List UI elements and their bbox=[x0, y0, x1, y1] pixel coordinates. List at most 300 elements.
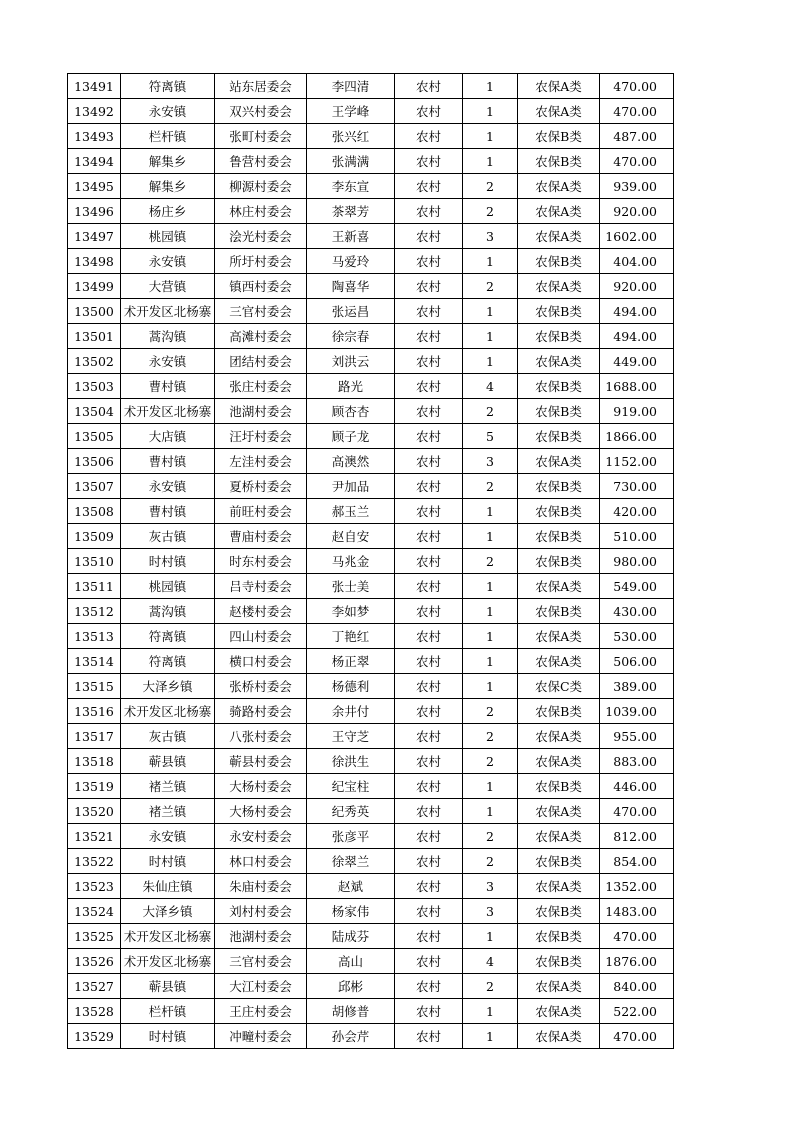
area-type-cell: 农村 bbox=[395, 1024, 463, 1049]
amount-cell: 530.00 bbox=[600, 624, 674, 649]
area-type-cell: 农村 bbox=[395, 674, 463, 699]
household-count-cell: 2 bbox=[463, 274, 518, 299]
amount-cell: 1876.00 bbox=[600, 949, 674, 974]
town-cell: 永安镇 bbox=[121, 99, 215, 124]
table-row bbox=[68, 999, 674, 1024]
name-cell: 李如梦 bbox=[307, 599, 395, 624]
category-cell: 农保B类 bbox=[518, 949, 600, 974]
record-id-cell: 13493 bbox=[68, 124, 121, 149]
village-committee-cell: 镇西村委会 bbox=[215, 274, 307, 299]
area-type-cell: 农村 bbox=[395, 274, 463, 299]
name-cell: 纪宝柱 bbox=[307, 774, 395, 799]
category-cell: 农保A类 bbox=[518, 274, 600, 299]
amount-cell: 1602.00 bbox=[600, 224, 674, 249]
household-count-cell: 3 bbox=[463, 874, 518, 899]
amount-cell: 1483.00 bbox=[600, 899, 674, 924]
area-type-cell: 农村 bbox=[395, 924, 463, 949]
category-cell: 农保B类 bbox=[518, 774, 600, 799]
amount-cell: 920.00 bbox=[600, 199, 674, 224]
area-type-cell: 农村 bbox=[395, 149, 463, 174]
table-row bbox=[68, 449, 674, 474]
village-committee-cell: 四山村委会 bbox=[215, 624, 307, 649]
town-cell: 术开发区北杨寨 bbox=[121, 924, 215, 949]
village-committee-cell: 八张村委会 bbox=[215, 724, 307, 749]
household-count-cell: 1 bbox=[463, 674, 518, 699]
town-cell: 朱仙庄镇 bbox=[121, 874, 215, 899]
name-cell: 徐宗春 bbox=[307, 324, 395, 349]
table-row bbox=[68, 674, 674, 699]
name-cell: 刘洪云 bbox=[307, 349, 395, 374]
record-id-cell: 13516 bbox=[68, 699, 121, 724]
area-type-cell: 农村 bbox=[395, 524, 463, 549]
name-cell: 高澳然 bbox=[307, 449, 395, 474]
name-cell: 张兴红 bbox=[307, 124, 395, 149]
table-row bbox=[68, 549, 674, 574]
category-cell: 农保A类 bbox=[518, 99, 600, 124]
household-count-cell: 2 bbox=[463, 974, 518, 999]
category-cell: 农保B类 bbox=[518, 324, 600, 349]
amount-cell: 470.00 bbox=[600, 1024, 674, 1049]
area-type-cell: 农村 bbox=[395, 724, 463, 749]
category-cell: 农保B类 bbox=[518, 899, 600, 924]
name-cell: 尹加品 bbox=[307, 474, 395, 499]
town-cell: 永安镇 bbox=[121, 349, 215, 374]
town-cell: 永安镇 bbox=[121, 474, 215, 499]
amount-cell: 522.00 bbox=[600, 999, 674, 1024]
village-committee-cell: 朱庙村委会 bbox=[215, 874, 307, 899]
record-id-cell: 13522 bbox=[68, 849, 121, 874]
table-row bbox=[68, 249, 674, 274]
name-cell: 顾杏杏 bbox=[307, 399, 395, 424]
household-count-cell: 2 bbox=[463, 749, 518, 774]
record-id-cell: 13501 bbox=[68, 324, 121, 349]
amount-cell: 470.00 bbox=[600, 924, 674, 949]
amount-cell: 840.00 bbox=[600, 974, 674, 999]
village-committee-cell: 左洼村委会 bbox=[215, 449, 307, 474]
town-cell: 栏杆镇 bbox=[121, 124, 215, 149]
table-row bbox=[68, 149, 674, 174]
amount-cell: 420.00 bbox=[600, 499, 674, 524]
amount-cell: 883.00 bbox=[600, 749, 674, 774]
town-cell: 符离镇 bbox=[121, 649, 215, 674]
village-committee-cell: 冲疃村委会 bbox=[215, 1024, 307, 1049]
table-row bbox=[68, 599, 674, 624]
household-count-cell: 1 bbox=[463, 574, 518, 599]
household-count-cell: 1 bbox=[463, 799, 518, 824]
village-committee-cell: 双兴村委会 bbox=[215, 99, 307, 124]
record-id-cell: 13524 bbox=[68, 899, 121, 924]
category-cell: 农保A类 bbox=[518, 874, 600, 899]
category-cell: 农保B类 bbox=[518, 699, 600, 724]
town-cell: 桃园镇 bbox=[121, 574, 215, 599]
record-id-cell: 13503 bbox=[68, 374, 121, 399]
household-count-cell: 1 bbox=[463, 599, 518, 624]
area-type-cell: 农村 bbox=[395, 449, 463, 474]
village-committee-cell: 张庄村委会 bbox=[215, 374, 307, 399]
table-row bbox=[68, 749, 674, 774]
record-id-cell: 13525 bbox=[68, 924, 121, 949]
village-committee-cell: 鲁营村委会 bbox=[215, 149, 307, 174]
amount-cell: 470.00 bbox=[600, 799, 674, 824]
category-cell: 农保B类 bbox=[518, 499, 600, 524]
record-id-cell: 13519 bbox=[68, 774, 121, 799]
name-cell: 张彦平 bbox=[307, 824, 395, 849]
area-type-cell: 农村 bbox=[395, 874, 463, 899]
amount-cell: 446.00 bbox=[600, 774, 674, 799]
category-cell: 农保B类 bbox=[518, 849, 600, 874]
record-id-cell: 13505 bbox=[68, 424, 121, 449]
village-committee-cell: 刘村村委会 bbox=[215, 899, 307, 924]
category-cell: 农保A类 bbox=[518, 749, 600, 774]
area-type-cell: 农村 bbox=[395, 99, 463, 124]
household-count-cell: 1 bbox=[463, 999, 518, 1024]
household-count-cell: 1 bbox=[463, 124, 518, 149]
area-type-cell: 农村 bbox=[395, 349, 463, 374]
table-row bbox=[68, 424, 674, 449]
household-count-cell: 2 bbox=[463, 824, 518, 849]
village-committee-cell: 时东村委会 bbox=[215, 549, 307, 574]
village-committee-cell: 所圩村委会 bbox=[215, 249, 307, 274]
amount-cell: 510.00 bbox=[600, 524, 674, 549]
area-type-cell: 农村 bbox=[395, 999, 463, 1024]
town-cell: 灰古镇 bbox=[121, 724, 215, 749]
household-count-cell: 1 bbox=[463, 324, 518, 349]
area-type-cell: 农村 bbox=[395, 624, 463, 649]
amount-cell: 1352.00 bbox=[600, 874, 674, 899]
table-row bbox=[68, 324, 674, 349]
name-cell: 邱彬 bbox=[307, 974, 395, 999]
name-cell: 郝玉兰 bbox=[307, 499, 395, 524]
town-cell: 解集乡 bbox=[121, 174, 215, 199]
table-row bbox=[68, 274, 674, 299]
category-cell: 农保B类 bbox=[518, 924, 600, 949]
village-committee-cell: 团结村委会 bbox=[215, 349, 307, 374]
table-row bbox=[68, 724, 674, 749]
town-cell: 栏杆镇 bbox=[121, 999, 215, 1024]
name-cell: 马爱玲 bbox=[307, 249, 395, 274]
name-cell: 王守芝 bbox=[307, 724, 395, 749]
amount-cell: 449.00 bbox=[600, 349, 674, 374]
household-count-cell: 2 bbox=[463, 724, 518, 749]
record-id-cell: 13498 bbox=[68, 249, 121, 274]
table-row bbox=[68, 974, 674, 999]
area-type-cell: 农村 bbox=[395, 974, 463, 999]
record-id-cell: 13499 bbox=[68, 274, 121, 299]
household-count-cell: 1 bbox=[463, 74, 518, 99]
area-type-cell: 农村 bbox=[395, 424, 463, 449]
town-cell: 术开发区北杨寨 bbox=[121, 399, 215, 424]
town-cell: 桃园镇 bbox=[121, 224, 215, 249]
area-type-cell: 农村 bbox=[395, 224, 463, 249]
table-row bbox=[68, 299, 674, 324]
town-cell: 时村镇 bbox=[121, 549, 215, 574]
area-type-cell: 农村 bbox=[395, 574, 463, 599]
name-cell: 张士美 bbox=[307, 574, 395, 599]
table-row bbox=[68, 774, 674, 799]
table-row bbox=[68, 824, 674, 849]
name-cell: 路光 bbox=[307, 374, 395, 399]
town-cell: 时村镇 bbox=[121, 849, 215, 874]
area-type-cell: 农村 bbox=[395, 649, 463, 674]
amount-cell: 920.00 bbox=[600, 274, 674, 299]
village-committee-cell: 蕲县村委会 bbox=[215, 749, 307, 774]
name-cell: 杨家伟 bbox=[307, 899, 395, 924]
name-cell: 杨正翠 bbox=[307, 649, 395, 674]
area-type-cell: 农村 bbox=[395, 74, 463, 99]
area-type-cell: 农村 bbox=[395, 549, 463, 574]
household-count-cell: 1 bbox=[463, 349, 518, 374]
name-cell: 孙会芹 bbox=[307, 1024, 395, 1049]
table-row bbox=[68, 624, 674, 649]
village-committee-cell: 林庄村委会 bbox=[215, 199, 307, 224]
category-cell: 农保B类 bbox=[518, 374, 600, 399]
village-committee-cell: 池湖村委会 bbox=[215, 924, 307, 949]
record-id-cell: 13511 bbox=[68, 574, 121, 599]
record-id-cell: 13507 bbox=[68, 474, 121, 499]
village-committee-cell: 浍光村委会 bbox=[215, 224, 307, 249]
name-cell: 胡修普 bbox=[307, 999, 395, 1024]
category-cell: 农保B类 bbox=[518, 249, 600, 274]
record-id-cell: 13517 bbox=[68, 724, 121, 749]
area-type-cell: 农村 bbox=[395, 599, 463, 624]
name-cell: 杨德利 bbox=[307, 674, 395, 699]
table-body bbox=[68, 74, 674, 1049]
name-cell: 徐翠兰 bbox=[307, 849, 395, 874]
town-cell: 时村镇 bbox=[121, 1024, 215, 1049]
area-type-cell: 农村 bbox=[395, 249, 463, 274]
amount-cell: 730.00 bbox=[600, 474, 674, 499]
table-row bbox=[68, 174, 674, 199]
household-count-cell: 4 bbox=[463, 949, 518, 974]
household-count-cell: 1 bbox=[463, 499, 518, 524]
category-cell: 农保A类 bbox=[518, 224, 600, 249]
table-row bbox=[68, 399, 674, 424]
amount-cell: 470.00 bbox=[600, 74, 674, 99]
record-id-cell: 13502 bbox=[68, 349, 121, 374]
household-count-cell: 1 bbox=[463, 624, 518, 649]
amount-cell: 955.00 bbox=[600, 724, 674, 749]
household-count-cell: 2 bbox=[463, 549, 518, 574]
household-count-cell: 2 bbox=[463, 699, 518, 724]
town-cell: 解集乡 bbox=[121, 149, 215, 174]
name-cell: 陶喜华 bbox=[307, 274, 395, 299]
village-committee-cell: 池湖村委会 bbox=[215, 399, 307, 424]
village-committee-cell: 横口村委会 bbox=[215, 649, 307, 674]
area-type-cell: 农村 bbox=[395, 799, 463, 824]
record-id-cell: 13500 bbox=[68, 299, 121, 324]
record-id-cell: 13504 bbox=[68, 399, 121, 424]
category-cell: 农保B类 bbox=[518, 399, 600, 424]
table-row bbox=[68, 874, 674, 899]
area-type-cell: 农村 bbox=[395, 699, 463, 724]
name-cell: 王新喜 bbox=[307, 224, 395, 249]
name-cell: 张运昌 bbox=[307, 299, 395, 324]
amount-cell: 470.00 bbox=[600, 99, 674, 124]
record-id-cell: 13497 bbox=[68, 224, 121, 249]
category-cell: 农保A类 bbox=[518, 74, 600, 99]
town-cell: 褚兰镇 bbox=[121, 799, 215, 824]
table-row bbox=[68, 649, 674, 674]
name-cell: 李东宣 bbox=[307, 174, 395, 199]
record-id-cell: 13529 bbox=[68, 1024, 121, 1049]
records-table bbox=[67, 73, 674, 1049]
name-cell: 顾子龙 bbox=[307, 424, 395, 449]
record-id-cell: 13491 bbox=[68, 74, 121, 99]
name-cell: 赵自安 bbox=[307, 524, 395, 549]
table-row bbox=[68, 124, 674, 149]
category-cell: 农保A类 bbox=[518, 624, 600, 649]
table-row bbox=[68, 924, 674, 949]
record-id-cell: 13508 bbox=[68, 499, 121, 524]
name-cell: 陆成芬 bbox=[307, 924, 395, 949]
category-cell: 农保A类 bbox=[518, 724, 600, 749]
table-row bbox=[68, 799, 674, 824]
record-id-cell: 13528 bbox=[68, 999, 121, 1024]
category-cell: 农保A类 bbox=[518, 574, 600, 599]
name-cell: 李四清 bbox=[307, 74, 395, 99]
amount-cell: 1688.00 bbox=[600, 374, 674, 399]
record-id-cell: 13506 bbox=[68, 449, 121, 474]
village-committee-cell: 前旺村委会 bbox=[215, 499, 307, 524]
category-cell: 农保A类 bbox=[518, 449, 600, 474]
household-count-cell: 5 bbox=[463, 424, 518, 449]
area-type-cell: 农村 bbox=[395, 749, 463, 774]
household-count-cell: 4 bbox=[463, 374, 518, 399]
amount-cell: 470.00 bbox=[600, 149, 674, 174]
record-id-cell: 13526 bbox=[68, 949, 121, 974]
household-count-cell: 1 bbox=[463, 249, 518, 274]
area-type-cell: 农村 bbox=[395, 199, 463, 224]
amount-cell: 404.00 bbox=[600, 249, 674, 274]
village-committee-cell: 骑路村委会 bbox=[215, 699, 307, 724]
area-type-cell: 农村 bbox=[395, 324, 463, 349]
village-committee-cell: 三官村委会 bbox=[215, 299, 307, 324]
name-cell: 张满满 bbox=[307, 149, 395, 174]
record-id-cell: 13512 bbox=[68, 599, 121, 624]
name-cell: 赵斌 bbox=[307, 874, 395, 899]
table-row bbox=[68, 699, 674, 724]
village-committee-cell: 柳源村委会 bbox=[215, 174, 307, 199]
household-count-cell: 1 bbox=[463, 649, 518, 674]
amount-cell: 919.00 bbox=[600, 399, 674, 424]
amount-cell: 812.00 bbox=[600, 824, 674, 849]
town-cell: 蕲县镇 bbox=[121, 749, 215, 774]
amount-cell: 1039.00 bbox=[600, 699, 674, 724]
town-cell: 曹村镇 bbox=[121, 449, 215, 474]
name-cell: 徐洪生 bbox=[307, 749, 395, 774]
category-cell: 农保B类 bbox=[518, 424, 600, 449]
area-type-cell: 农村 bbox=[395, 124, 463, 149]
record-id-cell: 13513 bbox=[68, 624, 121, 649]
category-cell: 农保B类 bbox=[518, 474, 600, 499]
area-type-cell: 农村 bbox=[395, 499, 463, 524]
record-id-cell: 13514 bbox=[68, 649, 121, 674]
table-row bbox=[68, 474, 674, 499]
area-type-cell: 农村 bbox=[395, 399, 463, 424]
table-row bbox=[68, 99, 674, 124]
town-cell: 杨庄乡 bbox=[121, 199, 215, 224]
household-count-cell: 2 bbox=[463, 399, 518, 424]
area-type-cell: 农村 bbox=[395, 374, 463, 399]
table-row bbox=[68, 349, 674, 374]
household-count-cell: 2 bbox=[463, 199, 518, 224]
table-row bbox=[68, 899, 674, 924]
category-cell: 农保B类 bbox=[518, 149, 600, 174]
household-count-cell: 1 bbox=[463, 299, 518, 324]
town-cell: 灰古镇 bbox=[121, 524, 215, 549]
village-committee-cell: 曹庙村委会 bbox=[215, 524, 307, 549]
category-cell: 农保B类 bbox=[518, 124, 600, 149]
town-cell: 褚兰镇 bbox=[121, 774, 215, 799]
table-row bbox=[68, 499, 674, 524]
table-row bbox=[68, 199, 674, 224]
record-id-cell: 13518 bbox=[68, 749, 121, 774]
village-committee-cell: 高滩村委会 bbox=[215, 324, 307, 349]
household-count-cell: 3 bbox=[463, 899, 518, 924]
category-cell: 农保A类 bbox=[518, 649, 600, 674]
town-cell: 大泽乡镇 bbox=[121, 674, 215, 699]
area-type-cell: 农村 bbox=[395, 824, 463, 849]
village-committee-cell: 汪圩村委会 bbox=[215, 424, 307, 449]
household-count-cell: 2 bbox=[463, 174, 518, 199]
record-id-cell: 13494 bbox=[68, 149, 121, 174]
town-cell: 永安镇 bbox=[121, 824, 215, 849]
area-type-cell: 农村 bbox=[395, 774, 463, 799]
category-cell: 农保C类 bbox=[518, 674, 600, 699]
category-cell: 农保A类 bbox=[518, 799, 600, 824]
category-cell: 农保A类 bbox=[518, 174, 600, 199]
name-cell: 高山 bbox=[307, 949, 395, 974]
area-type-cell: 农村 bbox=[395, 949, 463, 974]
village-committee-cell: 永安村委会 bbox=[215, 824, 307, 849]
name-cell: 茶翠芳 bbox=[307, 199, 395, 224]
area-type-cell: 农村 bbox=[395, 174, 463, 199]
town-cell: 符离镇 bbox=[121, 624, 215, 649]
household-count-cell: 1 bbox=[463, 924, 518, 949]
village-committee-cell: 王庄村委会 bbox=[215, 999, 307, 1024]
amount-cell: 1866.00 bbox=[600, 424, 674, 449]
household-count-cell: 1 bbox=[463, 99, 518, 124]
town-cell: 大泽乡镇 bbox=[121, 899, 215, 924]
town-cell: 蒿沟镇 bbox=[121, 599, 215, 624]
record-id-cell: 13520 bbox=[68, 799, 121, 824]
name-cell: 丁艳红 bbox=[307, 624, 395, 649]
household-count-cell: 1 bbox=[463, 774, 518, 799]
amount-cell: 506.00 bbox=[600, 649, 674, 674]
record-id-cell: 13523 bbox=[68, 874, 121, 899]
village-committee-cell: 赵楼村委会 bbox=[215, 599, 307, 624]
record-id-cell: 13527 bbox=[68, 974, 121, 999]
amount-cell: 939.00 bbox=[600, 174, 674, 199]
amount-cell: 494.00 bbox=[600, 299, 674, 324]
category-cell: 农保A类 bbox=[518, 199, 600, 224]
category-cell: 农保B类 bbox=[518, 299, 600, 324]
household-count-cell: 2 bbox=[463, 474, 518, 499]
town-cell: 曹村镇 bbox=[121, 374, 215, 399]
village-committee-cell: 张桥村委会 bbox=[215, 674, 307, 699]
village-committee-cell: 夏桥村委会 bbox=[215, 474, 307, 499]
amount-cell: 389.00 bbox=[600, 674, 674, 699]
category-cell: 农保A类 bbox=[518, 974, 600, 999]
name-cell: 王学峰 bbox=[307, 99, 395, 124]
table-row bbox=[68, 374, 674, 399]
household-count-cell: 2 bbox=[463, 849, 518, 874]
household-count-cell: 3 bbox=[463, 224, 518, 249]
record-id-cell: 13492 bbox=[68, 99, 121, 124]
town-cell: 符离镇 bbox=[121, 74, 215, 99]
record-id-cell: 13509 bbox=[68, 524, 121, 549]
table-row bbox=[68, 524, 674, 549]
